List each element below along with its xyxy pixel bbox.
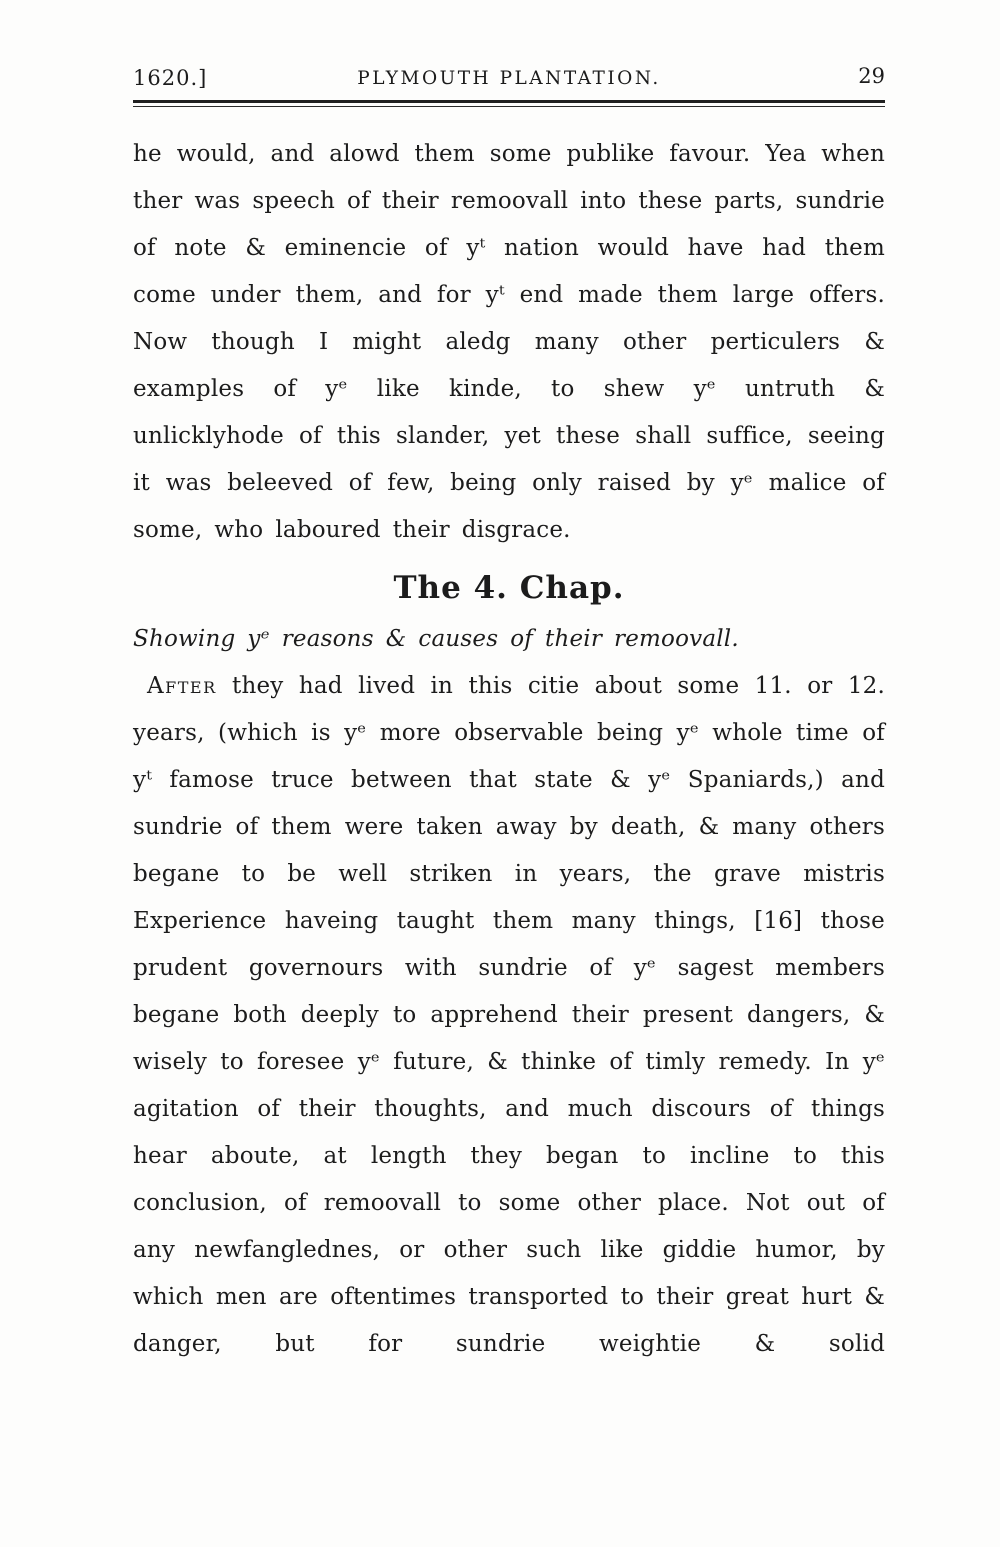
- paragraph-chapter-four: [133, 663, 885, 1368]
- chapter-subtitle: Showing yᵉ reasons & causes of their remoovall.: [133, 626, 739, 652]
- header-page-number: 29: [858, 64, 885, 88]
- paragraph-body-text: they had lived in this citie about some 11. or 12. years, (which is yᵉ more observable being yᵉ whole time of yᵗ famose truce between that state & yᵉ Spaniards,) and sundrie of them were taken away by death, & many others begane to be well striken in years, the grave mistris Experience haveing taught them many things, [16] those prudent governours with sundrie of yᵉ sagest members begane both deeply to apprehend their present dangers, & wisely to foresee yᵉ future, & thinke of timly remedy. In yᵉ agitation of their thoughts, and much discours of things hear aboute, at length they began to incline to this conclusion, of remoovall to some other place. Not out of any newfanglednes, or other such like giddie humor, by which men are oftentimes transported to their great hurt & danger, but for sundrie weightie & solid: [133, 673, 885, 1357]
- page-content: [133, 56, 885, 1368]
- paragraph-lead-word: After: [147, 673, 217, 699]
- running-header: [133, 56, 885, 90]
- header-rule: [133, 100, 885, 107]
- body-text: [133, 131, 885, 1368]
- paragraph-continuation: he would, and alowd them some publike favour. Yea when ther was speech of their remoovall into these parts, sundrie of note & eminencie of yᵗ nation would have had them come under them, and for yᵗ end made them large offers. Now though I might aledg many other perticulers & examples of yᵉ like kinde, to shew yᵉ untruth & unlicklyhode of this slander, yet these shall suffice, seeing it was beleeved of few, being only raised by yᵉ malice of some, who laboured their disgrace.: [133, 141, 885, 543]
- chapter-heading: The 4. Chap.: [393, 570, 625, 606]
- header-year: 1620.]: [133, 66, 208, 90]
- header-title: PLYMOUTH PLANTATION.: [357, 68, 661, 89]
